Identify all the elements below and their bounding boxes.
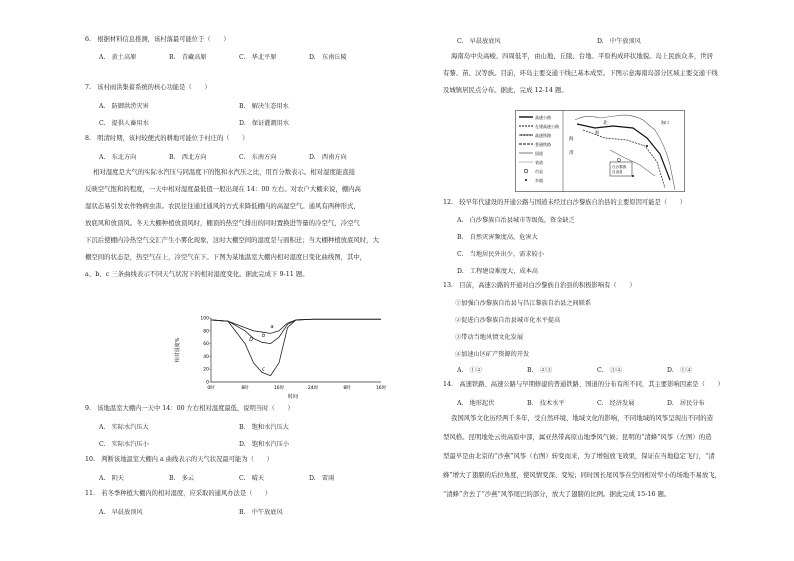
q6-stem: 6. 根据材料信息推测，该村落最可能位于（ ） bbox=[85, 36, 230, 43]
q11-stem: 11. 若冬季种植大棚内的相对湿度，应采取的通风办法是（ ） bbox=[85, 490, 272, 497]
q14-option-c[interactable]: C. 经济发展 bbox=[597, 400, 635, 407]
intro-line: 及城镇居民点分布。据此，完成 12-14 题。 bbox=[443, 86, 568, 94]
legend-label: 省道 bbox=[535, 160, 543, 165]
map-label: 湾 bbox=[569, 151, 574, 156]
hainan-map bbox=[515, 110, 685, 192]
x-tick-label: 24时 bbox=[307, 386, 319, 391]
q12-option-b[interactable]: B. 自然灾害频度高，危害大 bbox=[457, 234, 538, 241]
y-tick-label: 40 bbox=[203, 354, 209, 360]
x-axis-label: 时间 bbox=[287, 394, 299, 400]
q8-stem: 8. 明清时期，该村较便式的耕地可能位于村庄的（ ） bbox=[85, 135, 249, 142]
q12-option-d[interactable]: D. 工程建设难度大，成本高 bbox=[457, 268, 538, 275]
series-label: b bbox=[262, 333, 266, 340]
left-column bbox=[85, 0, 385, 561]
y-tick-label: 100 bbox=[200, 316, 209, 322]
q8-option-c[interactable]: C. 东南方向 bbox=[239, 154, 277, 161]
map-label: 海口 bbox=[661, 120, 669, 125]
legend-label: 乡镇 bbox=[535, 178, 543, 183]
map-label: 白沙黎族 bbox=[612, 165, 627, 169]
right-column bbox=[443, 0, 753, 561]
q14-option-a[interactable]: A. 地形起伏 bbox=[457, 400, 495, 407]
intro-line: 反映空气饱和的程度，一天中相对湿度最低值一般出现在 14：00 左右。对农户大棚来说，棚内高 bbox=[85, 185, 361, 193]
q14-option-d[interactable]: D. 居民分布 bbox=[667, 400, 705, 407]
q6-option-b[interactable]: B. 青藏高原 bbox=[169, 54, 207, 61]
hainan-intro bbox=[443, 52, 753, 95]
q13-item: ④加速山区矿产资源的开发 bbox=[455, 351, 530, 358]
intro-line: 棚空间的状态是，热空气在上，冷空气在下。下图为某地温室大棚内相对湿度日变化曲线图，其中， bbox=[85, 253, 367, 261]
q11-option-b[interactable]: B. 中午放底风 bbox=[239, 509, 283, 516]
intro-line: 放底风和放顶风。冬天大棚种植放顶风时，棚顶的热空气排出的同时置换进等量的冷空气，冷空气 bbox=[85, 219, 360, 227]
q8-option-a[interactable]: A. 东北方向 bbox=[99, 154, 137, 161]
q13-option-c[interactable]: C. ③④ bbox=[597, 367, 623, 374]
q13-option-d[interactable]: D. ①④ bbox=[667, 367, 693, 374]
q11-option-a[interactable]: A. 早晨放顶风 bbox=[99, 509, 143, 516]
q6-option-a[interactable]: A. 黄土高原 bbox=[99, 54, 137, 61]
intro-line: 蜂”增大了翅膀的后拉角度，使风情变深、变短；同时国长尾风筝在空间相对窄小的场地不易放飞， bbox=[443, 471, 722, 479]
q6-option-d[interactable]: D. 东南丘陵 bbox=[309, 54, 347, 61]
x-tick-label: 8时 bbox=[241, 386, 249, 391]
series-label: D bbox=[249, 337, 254, 344]
x-tick-label: 0时 bbox=[207, 386, 215, 391]
legend-label: 普通铁路 bbox=[535, 142, 551, 147]
series-label: a bbox=[270, 324, 274, 331]
q13-stem: 13. 目前，高速公路的开通对白沙黎族自治县的积极影响有（ ） bbox=[443, 282, 636, 289]
legend-label: 在建高速公路 bbox=[535, 124, 559, 129]
q9-option-a[interactable]: A. 实际水汽压大 bbox=[99, 424, 149, 431]
intro-line: “清蜂”舍去了“沙燕”风筝尾巴的部分，放大了翅膀的比例。据此完成 15-16 题。 bbox=[443, 490, 671, 498]
q7-stem: 7. 该村雨洪集蓄系统的核心功能是（ ） bbox=[85, 84, 211, 91]
legend-label: 高速公路 bbox=[535, 115, 551, 120]
q13-item: ①加强白沙黎族自治县与昌江黎族自治县之间联系 bbox=[455, 300, 592, 307]
intro-line: 海南岛中央高峻、四周低平，由山地、丘陵、台地、平原构成环状地貌。岛上民族众多，世居 bbox=[451, 52, 714, 60]
q9-option-b[interactable]: B. 饱和水汽压大 bbox=[239, 424, 289, 431]
q7-option-a[interactable]: A. 防御洪涝灾害 bbox=[99, 103, 149, 110]
kite-intro bbox=[443, 414, 753, 499]
map-label: 自治县 bbox=[612, 170, 623, 174]
q13-option-a[interactable]: A. ①② bbox=[457, 367, 482, 374]
q9-option-d[interactable]: D. 饱和水汽压小 bbox=[239, 441, 290, 448]
q8-option-b[interactable]: B. 西北方向 bbox=[169, 154, 207, 161]
series-line-b bbox=[211, 319, 381, 343]
series-line-c bbox=[211, 319, 381, 375]
legend-label: 市县 bbox=[535, 169, 543, 174]
y-tick-label: 60 bbox=[203, 342, 209, 348]
intro-line: 我国风筝文化历经两千多年，受自然环境、地域文化的影响，不同地域的风筝呈现出不同的造 bbox=[451, 414, 714, 422]
q13-item: ③带动当地风情文化发展 bbox=[455, 334, 524, 341]
series-label: c bbox=[262, 366, 265, 373]
q11-option-c[interactable]: C. 早晨放底风 bbox=[457, 38, 501, 45]
q7-option-c[interactable]: C. 提供人畜用水 bbox=[99, 120, 149, 127]
q12-stem: 12. 较早年代建设的开通公路与国道未经过白沙黎族自治县的主要原因可能是（ ） bbox=[443, 199, 686, 206]
q12-option-c[interactable]: C. 当地居民外出少，需求较小 bbox=[457, 251, 544, 258]
intro-line: 型最早是由北京的“沙燕”风筝（右图）转变而来，为了增强放飞效果，保证在当地稳定飞行，“清 bbox=[443, 452, 715, 460]
q9-stem: 9. 该地温室大棚内一天中 14：00 左右相对湿度最低，说明当时（ ） bbox=[85, 405, 294, 412]
q13-option-b[interactable]: B. ②③ bbox=[527, 367, 553, 374]
q10-option-b[interactable]: B. 多云 bbox=[169, 475, 195, 482]
q12-option-a[interactable]: A. 白沙黎族自治县城市等级低，资金缺乏 bbox=[457, 217, 575, 224]
x-tick-label: 16时 bbox=[273, 386, 285, 391]
intro-line: 相对湿度是大气的实际水汽压与同温度下的饱和水汽压之比，用百分数表示。相对湿度能直接 bbox=[93, 168, 356, 176]
q14-option-b[interactable]: B. 技术水平 bbox=[527, 400, 565, 407]
humidity-intro bbox=[85, 168, 385, 279]
q13-item: ②促进白沙黎族自治县城市化水平提高 bbox=[455, 317, 561, 324]
q9-option-c[interactable]: C. 实际水汽压小 bbox=[99, 441, 149, 448]
q10-option-c[interactable]: C. 晴天 bbox=[239, 475, 265, 482]
y-tick-label: 80 bbox=[203, 329, 209, 335]
intro-line: 湿状态易引发农作物病虫害。农民往往通过通风的方式来降低棚内的高湿空气。通风有两种形式， bbox=[85, 202, 360, 210]
q7-option-b[interactable]: B. 解决生态用水 bbox=[239, 103, 289, 110]
legend-label: 国道 bbox=[535, 151, 543, 156]
x-tick-label: 8时 bbox=[343, 386, 351, 391]
y-tick-label: 20 bbox=[203, 367, 209, 373]
y-axis-label: 相对湿度% bbox=[175, 337, 181, 363]
x-tick-label: 16时 bbox=[375, 386, 387, 391]
q6-option-c[interactable]: C. 华北平原 bbox=[239, 54, 277, 61]
y-tick-label: 0 bbox=[206, 380, 209, 386]
q11-option-d[interactable]: D. 中午放顶风 bbox=[597, 38, 641, 45]
q7-option-d[interactable]: D. 保证灌溉用水 bbox=[239, 120, 290, 127]
map-label: 海 bbox=[569, 137, 574, 142]
q10-stem: 10. 判断该地温室大棚内 a 曲线表示的天气状况最可能为（ ） bbox=[85, 456, 273, 463]
q14-stem: 14. 高速铁路、高速公路与早期修建的普通铁路、国道的分布有所不同，其主要影响因素是（ ） bbox=[443, 381, 724, 388]
legend-label: 高速铁路 bbox=[535, 133, 551, 138]
intro-line: a、b、c 三条曲线表示不同天气状况下的相对湿度变化。据此完成下 9-11 题。 bbox=[85, 270, 309, 278]
intro-line: 型风格。昆明地处云贵高原中部，属亚热带高原山地季风气候；昆明的“清蜂”风筝（左图）的造 bbox=[443, 433, 712, 441]
q10-option-d[interactable]: D. 雷雨 bbox=[309, 475, 335, 482]
q8-option-d[interactable]: D. 西南方向 bbox=[309, 154, 347, 161]
map-label: 北 bbox=[603, 121, 608, 126]
humidity-chart bbox=[171, 312, 391, 400]
map-label: 那 bbox=[595, 130, 599, 135]
q10-option-a[interactable]: A. 阴天 bbox=[99, 475, 124, 482]
intro-line: 下沉后使棚内冷热空气交汇产生小雾化现象，这时大棚空间的湿度是与面积迁；当大棚种植放底风时，大 bbox=[85, 236, 379, 244]
intro-line: 有黎、苗、汉等族。目前，环岛主要交通干线已基本成型。下图示意海南岛部分区域主要交通干线 bbox=[443, 69, 718, 77]
